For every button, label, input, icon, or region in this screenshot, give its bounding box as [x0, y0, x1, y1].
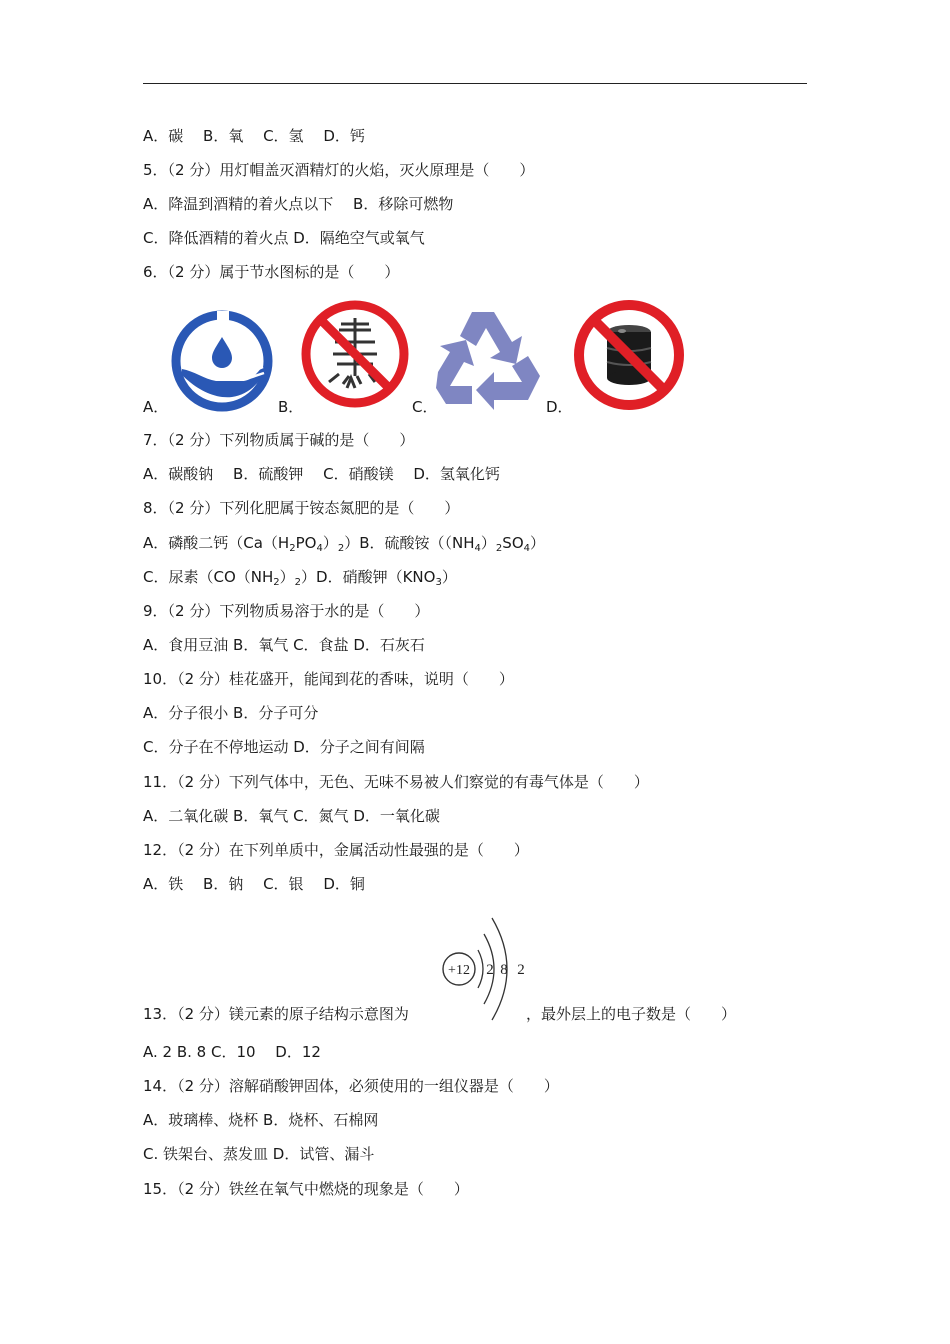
q5-options-cd: C．降低酒精的着火点 D．隔绝空气或氧气 — [143, 229, 425, 247]
q13-options: A. 2 B. 8 C．10 D．12 — [143, 1043, 321, 1061]
nucleus-charge: +12 — [448, 963, 470, 978]
q13-stem-post: ，最外层上的电子数是（ ） — [526, 1005, 737, 1023]
shell-1-electrons: 2 — [486, 962, 494, 978]
q8-sub: 2 — [294, 577, 302, 588]
q10-stem: 10．（2 分）桂花盛开，能闻到花的香味，说明（ ） — [143, 670, 514, 688]
q7-stem: 7．（2 分）下列物质属于碱的是（ ） — [143, 431, 415, 449]
q15-stem: 15．（2 分）铁丝在氧气中燃烧的现象是（ ） — [143, 1180, 469, 1198]
q9-options: A．食用豆油 B．氧气 C．食盐 D．石灰石 — [143, 636, 425, 654]
header-rule — [143, 83, 807, 84]
q10-options-cd: C．分子在不停地运动 D．分子之间有间隔 — [143, 738, 425, 756]
no-logging-icon — [299, 298, 411, 410]
q8-text: ） — [480, 534, 496, 552]
q8-text: SO — [502, 534, 524, 552]
q11-stem: 11．（2 分）下列气体中，无色、无味不易被人们察觉的有毒气体是（ ） — [143, 773, 649, 791]
q8-stem: 8．（2 分）下列化肥属于铵态氮肥的是（ ） — [143, 499, 460, 517]
q14-options-ab: A．玻璃棒、烧杯 B．烧杯、石棉网 — [143, 1111, 379, 1129]
q6-stem: 6．（2 分）属于节水图标的是（ ） — [143, 263, 400, 281]
q5-options-ab: A．降温到酒精的着火点以下 B．移除可燃物 — [143, 195, 454, 213]
q8-text: ） — [279, 568, 295, 586]
q6-label-c: C． — [412, 398, 438, 416]
shell-3-electrons: 2 — [517, 962, 525, 978]
q14-stem: 14．（2 分）溶解硝酸钾固体，必须使用的一组仪器是（ ） — [143, 1077, 559, 1095]
q8-text: ） — [301, 568, 317, 586]
q8-sub: 2 — [273, 577, 280, 588]
q12-stem: 12．（2 分）在下列单质中，金属活动性最强的是（ ） — [143, 841, 529, 859]
q8-sub: 4 — [474, 543, 481, 554]
q5-stem: 5．（2 分）用灯帽盖灭酒精灯的火焰，灭火原理是（ ） — [143, 161, 535, 179]
q6-label-a: A． — [143, 398, 169, 416]
q9-stem: 9．（2 分）下列物质易溶于水的是（ ） — [143, 602, 430, 620]
q7-options: A．碳酸钠 B．硫酸钾 C．硝酸镁 D．氢氧化钙 — [143, 465, 500, 483]
q6-label-d: D． — [546, 398, 573, 416]
no-oil-barrel-icon — [572, 298, 686, 412]
q8-option-c-text: C．尿素（CO（NH — [143, 568, 274, 586]
atom-structure-diagram — [438, 910, 534, 1022]
q8-sub: 3 — [435, 577, 442, 588]
q8-text: ） — [441, 568, 457, 586]
q10-options-ab: A．分子很小 B．分子可分 — [143, 704, 319, 722]
water-saving-icon — [170, 309, 274, 413]
q8-sub: 4 — [316, 543, 323, 554]
q8-sub: 2 — [495, 543, 503, 554]
q8-sub: 2 — [337, 543, 345, 554]
q8-sub: 2 — [289, 543, 296, 554]
q8-text: PO — [295, 534, 317, 552]
q11-options: A．二氧化碳 B．氧气 C．氮气 D．一氧化碳 — [143, 807, 440, 825]
q8-option-b-text: B．硫酸铵（（NH — [359, 534, 475, 552]
q8-text: ） — [322, 534, 338, 552]
q12-options: A．铁 B．钠 C．银 D．铜 — [143, 875, 365, 893]
q4-options: A．碳 B．氧 C．氢 D．钙 — [143, 127, 365, 145]
q8-sub: 4 — [523, 543, 530, 554]
shell-2-electrons: 8 — [500, 962, 508, 978]
q8-text: ） — [344, 534, 360, 552]
q8-options-cd — [143, 567, 457, 593]
q8-options-ab — [143, 533, 545, 559]
q6-label-b: B． — [278, 398, 304, 416]
recycle-icon — [432, 308, 546, 412]
q14-options-cd: C. 铁架台、蒸发皿 D．试管、漏斗 — [143, 1145, 375, 1163]
q8-option-d-text: D．硝酸钾（KNO — [316, 568, 436, 586]
q13-stem-pre: 13．（2 分）镁元素的原子结构示意图为 — [143, 1005, 409, 1023]
q8-text: ） — [530, 534, 546, 552]
q8-option-a-text: A．磷酸二钙（Ca（H — [143, 534, 290, 552]
